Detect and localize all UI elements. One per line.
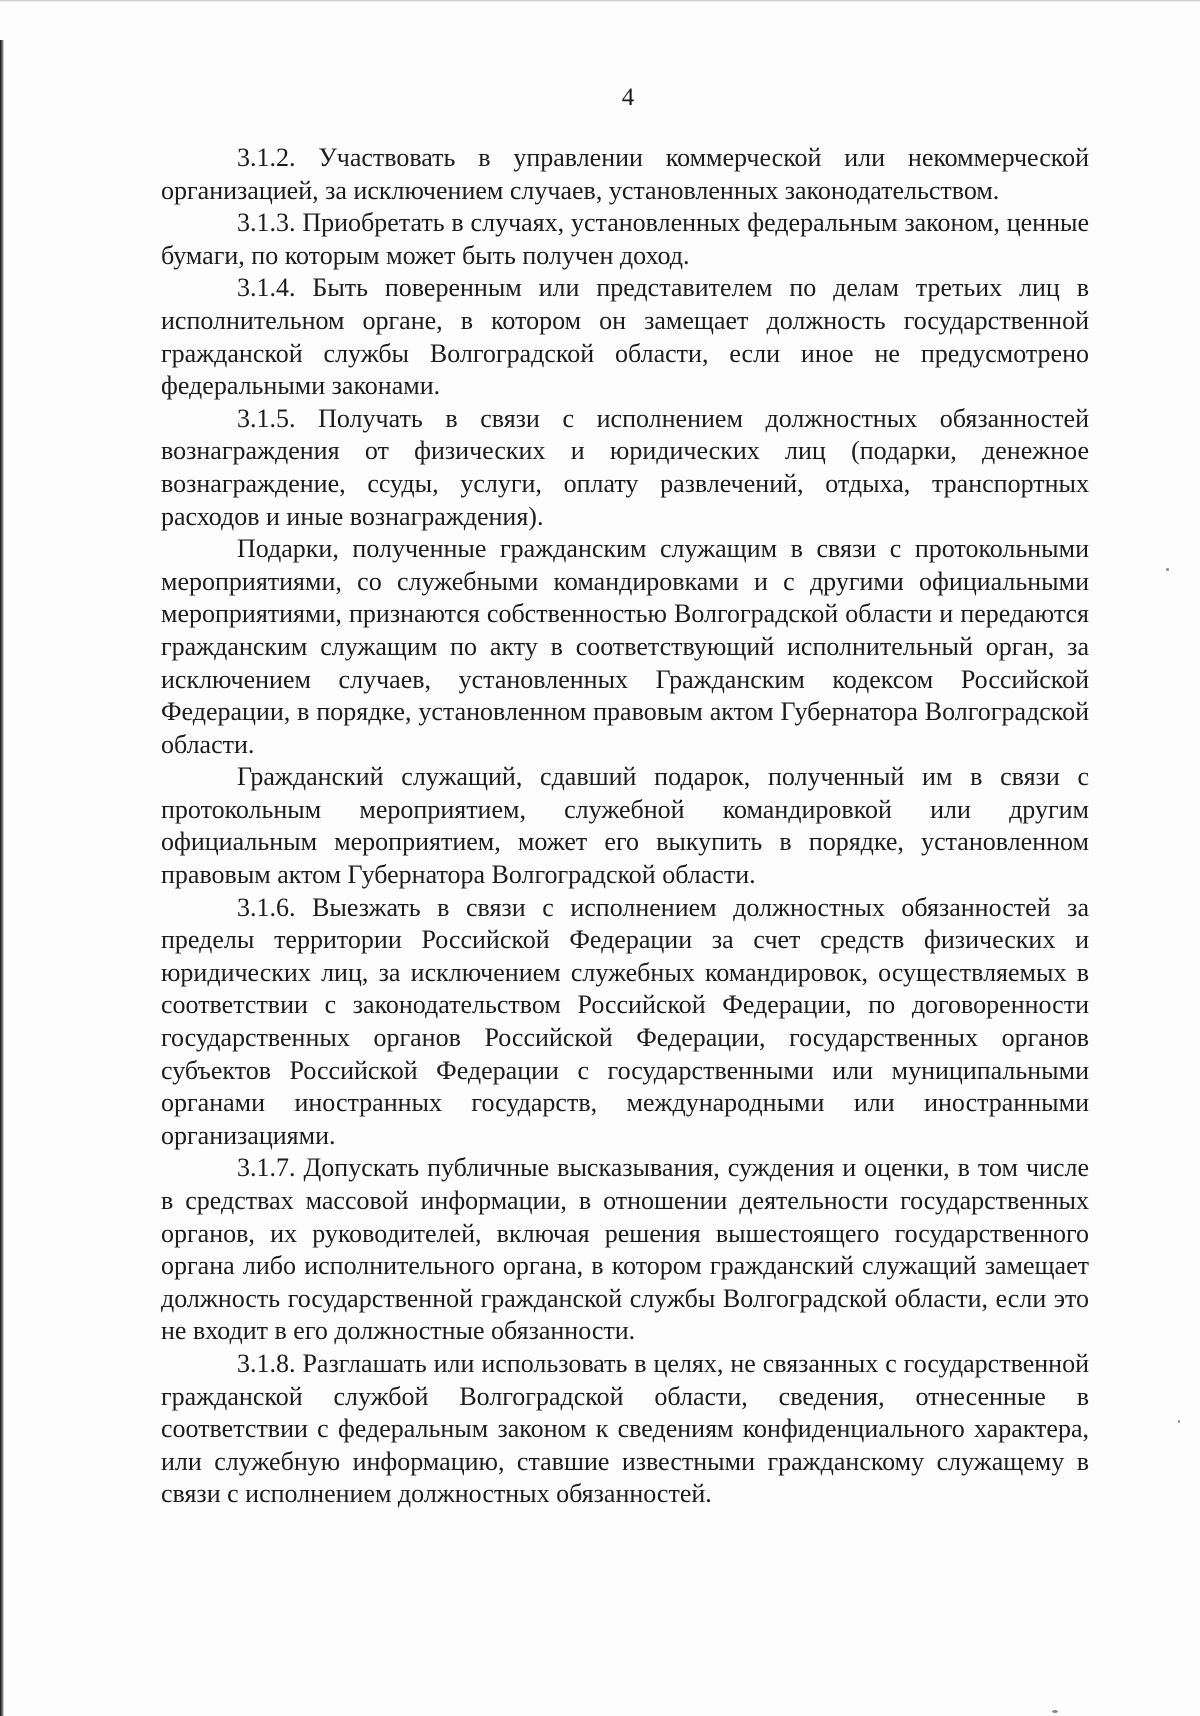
paragraph-3-1-5: 3.1.5. Получать в связи с исполнением должностных обязанностей вознаграждения от физических и юридических лиц (подарки, денежное вознаграждение, ссуды, услуги, оплату развлечений, отдыха, транспортных расходов и иные вознаграждения).	[161, 403, 1089, 531]
paragraph-3-1-7: 3.1.7. Допускать публичные высказывания, суждения и оценки, в том числе в средствах массовой информации, в отношении деятельности государственных органов, их руководителей, включая решения вышестоящего государственного органа либо исполнительного органа, в котором гражданский служащий замещает должность государственной гражданской службы Волгоградской области, если это не входит в его должностные обязанности.	[161, 1153, 1089, 1346]
scan-speck	[1166, 568, 1169, 571]
scan-edge-left	[0, 40, 4, 1716]
scan-speck	[1178, 1420, 1180, 1423]
scan-speck	[1052, 1710, 1058, 1713]
paragraph-3-1-8: 3.1.8. Разглашать или использовать в целях, не связанных с государственной гражданской службой Волгоградской области, сведения, отнесенные в соответствии с федеральным законом к сведениям конфиденциального характера, или служебную информацию, ставшие известными гражданскому служащему в связи с исполнением должностных обязанностей.	[161, 1348, 1089, 1509]
paragraph-3-1-3: 3.1.3. Приобретать в случаях, установленных федеральным законом, ценные бумаги, по которым может быть получен доход.	[161, 208, 1089, 270]
paragraph-gifts: Подарки, полученные гражданским служащим в связи с протокольными мероприятиями, со служебными командировками и с другими официальными мероприятиями, признаются собственностью Волгоградской области и передаются гражданским служащим по акту в соответствующий исполнительный орган, за исключением случаев, установленных Гражданским кодексом Российской Федерации, в порядке, установленном правовым актом Губернатора Волгоградской области.	[161, 534, 1089, 759]
paragraph-gift-buyout: Гражданский служащий, сдавший подарок, полученный им в связи с протокольным мероприятием, служебной командировкой или другим официальным мероприятием, может его выкупить в порядке, установленном правовым актом Губернатора Волгоградской области.	[161, 762, 1089, 890]
page-number: 4	[621, 84, 635, 111]
paragraph-3-1-6: 3.1.6. Выезжать в связи с исполнением должностных обязанностей за пределы территории Российской Федерации за счет средств физических и юридических лиц, за исключением служебных командировок, осуществляемых в соответствии с законодательством Российской Федерации, по договоренности государственных органов Российской Федерации, государственных органов субъектов Российской Федерации с государственными или муниципальными органами иностранных государств, международными или иностранными организациями.	[161, 892, 1089, 1150]
paragraph-3-1-2: 3.1.2. Участвовать в управлении коммерческой или некоммерческой организацией, за исключением случаев, установленных законодательством.	[161, 143, 1089, 205]
paragraph-3-1-4: 3.1.4. Быть поверенным или представителем по делам третьих лиц в исполнительном органе, в котором он замещает должность государственной гражданской службы Волгоградской области, если иное не предусмотрено федеральными законами.	[161, 273, 1089, 401]
document-body	[161, 142, 1089, 1511]
scan-edge-top	[0, 0, 1200, 2]
